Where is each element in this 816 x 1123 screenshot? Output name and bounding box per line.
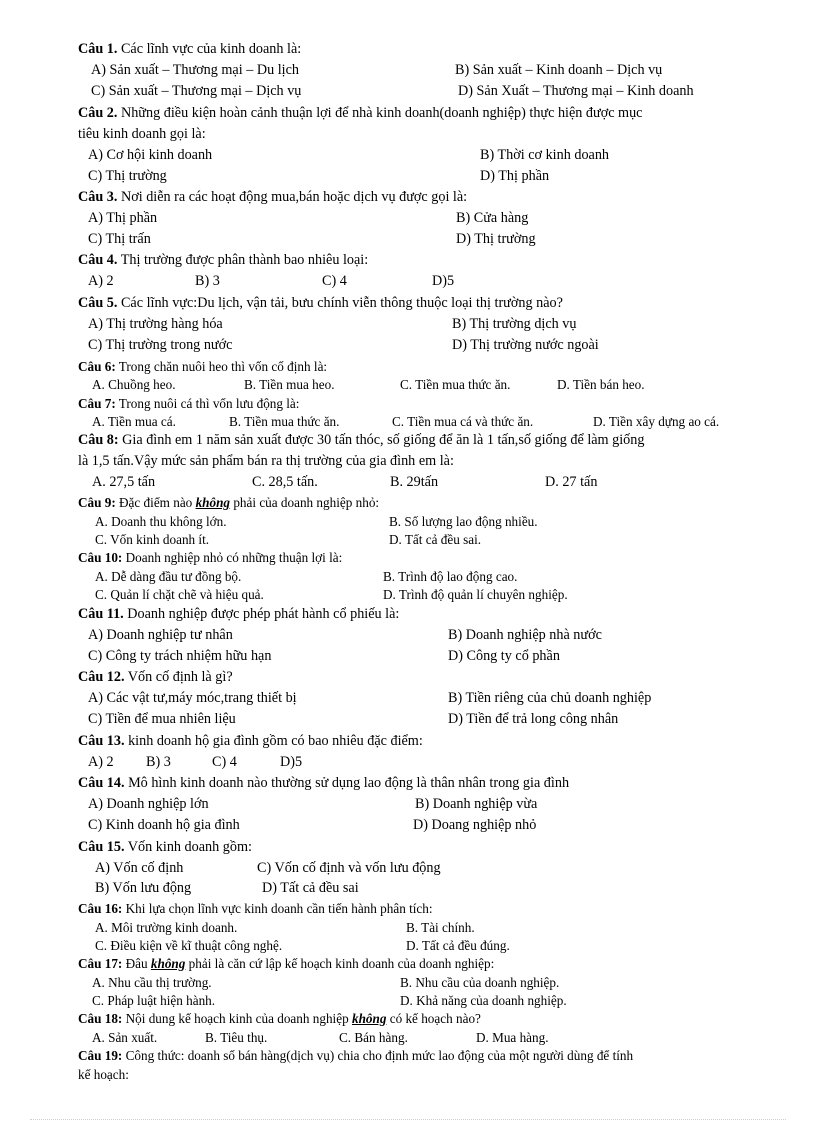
question-2-stem: Câu 2. Những điều kiện hoàn cảnh thuận lợi để nhà kinh doanh(doanh nghiệp) thực hiện được mục [78, 105, 643, 121]
question-2-stem-line2: tiêu kinh doanh gọi là: [78, 126, 206, 142]
question-3-stem: Câu 3. Nơi diễn ra các hoạt động mua,bán hoặc dịch vụ được gọi là: [78, 189, 468, 205]
page-bottom-divider [30, 1119, 786, 1120]
question-3-option-c: C) Thị trấn [88, 231, 151, 247]
question-10-option-a: A. Dễ dàng đầu tư đồng bộ. [95, 569, 242, 584]
question-18-stem: Câu 18: Nội dung kế hoạch kinh của doanh nghiệp không có kế hoạch nào? [78, 1011, 481, 1026]
question-15-option-c: C) Vốn cố định và vốn lưu động [257, 860, 441, 876]
question-9-option-a: A. Doanh thu không lớn. [95, 514, 227, 529]
question-2-option-b: B) Thời cơ kinh doanh [480, 147, 610, 163]
question-11-stem: Câu 11. Doanh nghiệp được phép phát hành cổ phiếu là: [78, 606, 400, 622]
question-10-option-c: C. Quản lí chặt chẽ và hiệu quả. [95, 587, 264, 602]
question-10-option-b: B. Trình độ lao động cao. [383, 569, 518, 584]
question-5-stem: Câu 5. Các lĩnh vực:Du lịch, vận tải, bưu chính viễn thông thuộc loại thị trường nào? [78, 295, 563, 311]
question-17-option-b: B. Nhu cầu của doanh nghiệp. [400, 975, 560, 990]
question-5-option-a: A) Thị trường hàng hóa [88, 316, 223, 332]
question-5-option-c: C) Thị trường trong nước [88, 337, 233, 353]
question-7-option-c: C. Tiền mua cá và thức ăn. [392, 414, 534, 429]
question-6-option-d: D. Tiền bán heo. [557, 377, 645, 392]
question-1-option-c: C) Sản xuất – Thương mại – Dịch vụ [91, 83, 302, 99]
question-8-option-a: A. 27,5 tấn [92, 474, 156, 490]
question-13-stem: Câu 13. kinh doanh hộ gia đình gồm có bao nhiêu đặc điểm: [78, 733, 423, 749]
question-12-option-c: C) Tiền để mua nhiên liệu [88, 711, 236, 727]
question-11-option-b: B) Doanh nghiệp nhà nước [448, 627, 602, 643]
question-2-option-a: A) Cơ hội kinh doanh [88, 147, 213, 163]
question-4-option-d: D)5 [432, 273, 455, 289]
question-7-option-a: A. Tiền mua cá. [92, 414, 176, 429]
question-12-option-b: B) Tiền riêng của chủ doanh nghiệp [448, 690, 652, 706]
question-2-option-c: C) Thị trường [88, 168, 167, 184]
question-14-option-a: A) Doanh nghiệp lớn [88, 796, 209, 812]
question-9-option-c: C. Vốn kinh doanh ít. [95, 532, 210, 547]
question-3-option-a: A) Thị phần [88, 210, 158, 226]
question-9-option-d: D. Tất cả đều sai. [389, 532, 482, 547]
question-6-option-b: B. Tiền mua heo. [244, 377, 335, 392]
question-18-option-a: A. Sản xuất. [92, 1030, 158, 1045]
question-15-option-b: B) Vốn lưu động [95, 880, 192, 896]
question-16-option-c: C. Điều kiện về kĩ thuật công nghệ. [95, 938, 283, 953]
question-15-option-d: D) Tất cả đều sai [262, 880, 359, 896]
question-14-stem: Câu 14. Mô hình kinh doanh nào thường sử dụng lao động là thân nhân trong gia đình [78, 775, 570, 791]
question-13-option-a: A) 2 [88, 754, 114, 770]
question-8-option-b: B. 29tấn [390, 474, 439, 490]
question-4-option-b: B) 3 [195, 273, 220, 289]
question-8-option-c: C. 28,5 tấn. [252, 474, 318, 490]
question-12-stem: Câu 12. Vốn cố định là gì? [78, 669, 233, 685]
question-13-option-c: C) 4 [212, 754, 237, 770]
question-2-option-d: D) Thị phần [480, 168, 550, 184]
question-5-option-b: B) Thị trường dịch vụ [452, 316, 577, 332]
question-13-option-d: D)5 [280, 754, 303, 770]
question-9-stem: Câu 9: Đặc điểm nào không phải của doanh nghiệp nhỏ: [78, 495, 380, 510]
question-18-option-c: C. Bán hàng. [339, 1030, 408, 1045]
question-9-option-b: B. Số lượng lao động nhiều. [389, 514, 538, 529]
question-17-option-d: D. Khả năng của doanh nghiệp. [400, 993, 567, 1008]
question-7-option-d: D. Tiền xây dựng ao cá. [593, 414, 720, 429]
question-8-stem-line2: là 1,5 tấn.Vậy mức sản phẩm bán ra thị trường của gia đình em là: [78, 453, 454, 469]
question-16-option-d: D. Tất cả đều đúng. [406, 938, 510, 953]
question-3-option-b: B) Cửa hàng [456, 210, 529, 226]
question-13-option-b: B) 3 [146, 754, 171, 770]
question-11-option-a: A) Doanh nghiệp tư nhân [88, 627, 233, 643]
question-16-option-b: B. Tài chính. [406, 920, 475, 935]
question-16-option-a: A. Môi trường kinh doanh. [95, 920, 238, 935]
negation-emphasis: không [195, 495, 231, 510]
question-8-stem: Câu 8: Gia đình em 1 năm sản xuất được 30 tấn thóc, số giống để ăn là 1 tấn,số giống để làm giống [78, 432, 645, 448]
question-4-option-a: A) 2 [88, 273, 114, 289]
question-1-option-d: D) Sản Xuất – Thương mại – Kinh doanh [458, 83, 694, 99]
question-4-option-c: C) 4 [322, 273, 347, 289]
question-10-option-d: D. Trình độ quản lí chuyên nghiệp. [383, 587, 568, 602]
negation-emphasis: không [150, 956, 186, 971]
question-15-stem: Câu 15. Vốn kinh doanh gồm: [78, 839, 252, 855]
question-14-option-c: C) Kinh doanh hộ gia đình [88, 817, 240, 833]
question-14-option-d: D) Doang nghiệp nhỏ [413, 817, 537, 833]
question-5-option-d: D) Thị trường nước ngoài [452, 337, 599, 353]
question-1-stem: Câu 1. Các lĩnh vực của kinh doanh là: [78, 41, 302, 57]
question-1-option-b: B) Sản xuất – Kinh doanh – Dịch vụ [455, 62, 663, 78]
question-17-option-c: C. Pháp luật hiện hành. [92, 993, 216, 1008]
question-7-stem: Câu 7: Trong nuôi cá thì vốn lưu động là: [78, 396, 300, 411]
question-17-stem: Câu 17: Đâu không phải là căn cứ lập kế hoạch kinh doanh của doanh nghiệp: [78, 956, 495, 971]
question-18-option-b: B. Tiêu thụ. [205, 1030, 268, 1045]
question-16-stem: Câu 16: Khi lựa chọn lĩnh vực kinh doanh cần tiến hành phân tích: [78, 901, 433, 916]
question-19-stem: Câu 19: Công thức: doanh số bán hàng(dịch vụ) chia cho định mức lao động của một người dùng để tính [78, 1048, 634, 1063]
question-12-option-a: A) Các vật tư,máy móc,trang thiết bị [88, 690, 297, 706]
question-15-option-a: A) Vốn cố định [95, 860, 184, 876]
question-6-option-a: A. Chuồng heo. [92, 377, 176, 392]
question-11-option-c: C) Công ty trách nhiệm hữu hạn [88, 648, 272, 664]
question-3-option-d: D) Thị trường [456, 231, 536, 247]
question-6-stem: Câu 6: Trong chăn nuôi heo thì vốn cố định là: [78, 359, 328, 374]
question-8-option-d: D. 27 tấn [545, 474, 598, 490]
question-19-stem-line2: kế hoạch: [78, 1067, 129, 1082]
question-4-stem: Câu 4. Thị trường được phân thành bao nhiêu loại: [78, 252, 369, 268]
question-18-option-d: D. Mua hàng. [476, 1030, 549, 1045]
question-1-option-a: A) Sản xuất – Thương mại – Du lịch [91, 62, 300, 78]
question-12-option-d: D) Tiền để trả long công nhân [448, 711, 619, 727]
question-7-option-b: B. Tiền mua thức ăn. [229, 414, 340, 429]
question-11-option-d: D) Công ty cổ phần [448, 648, 560, 664]
question-17-option-a: A. Nhu cầu thị trường. [92, 975, 212, 990]
question-6-option-c: C. Tiền mua thức ăn. [400, 377, 511, 392]
question-14-option-b: B) Doanh nghiệp vừa [415, 796, 538, 812]
negation-emphasis: không [351, 1011, 387, 1026]
question-10-stem: Câu 10: Doanh nghiệp nhỏ có những thuận lợi là: [78, 550, 343, 565]
